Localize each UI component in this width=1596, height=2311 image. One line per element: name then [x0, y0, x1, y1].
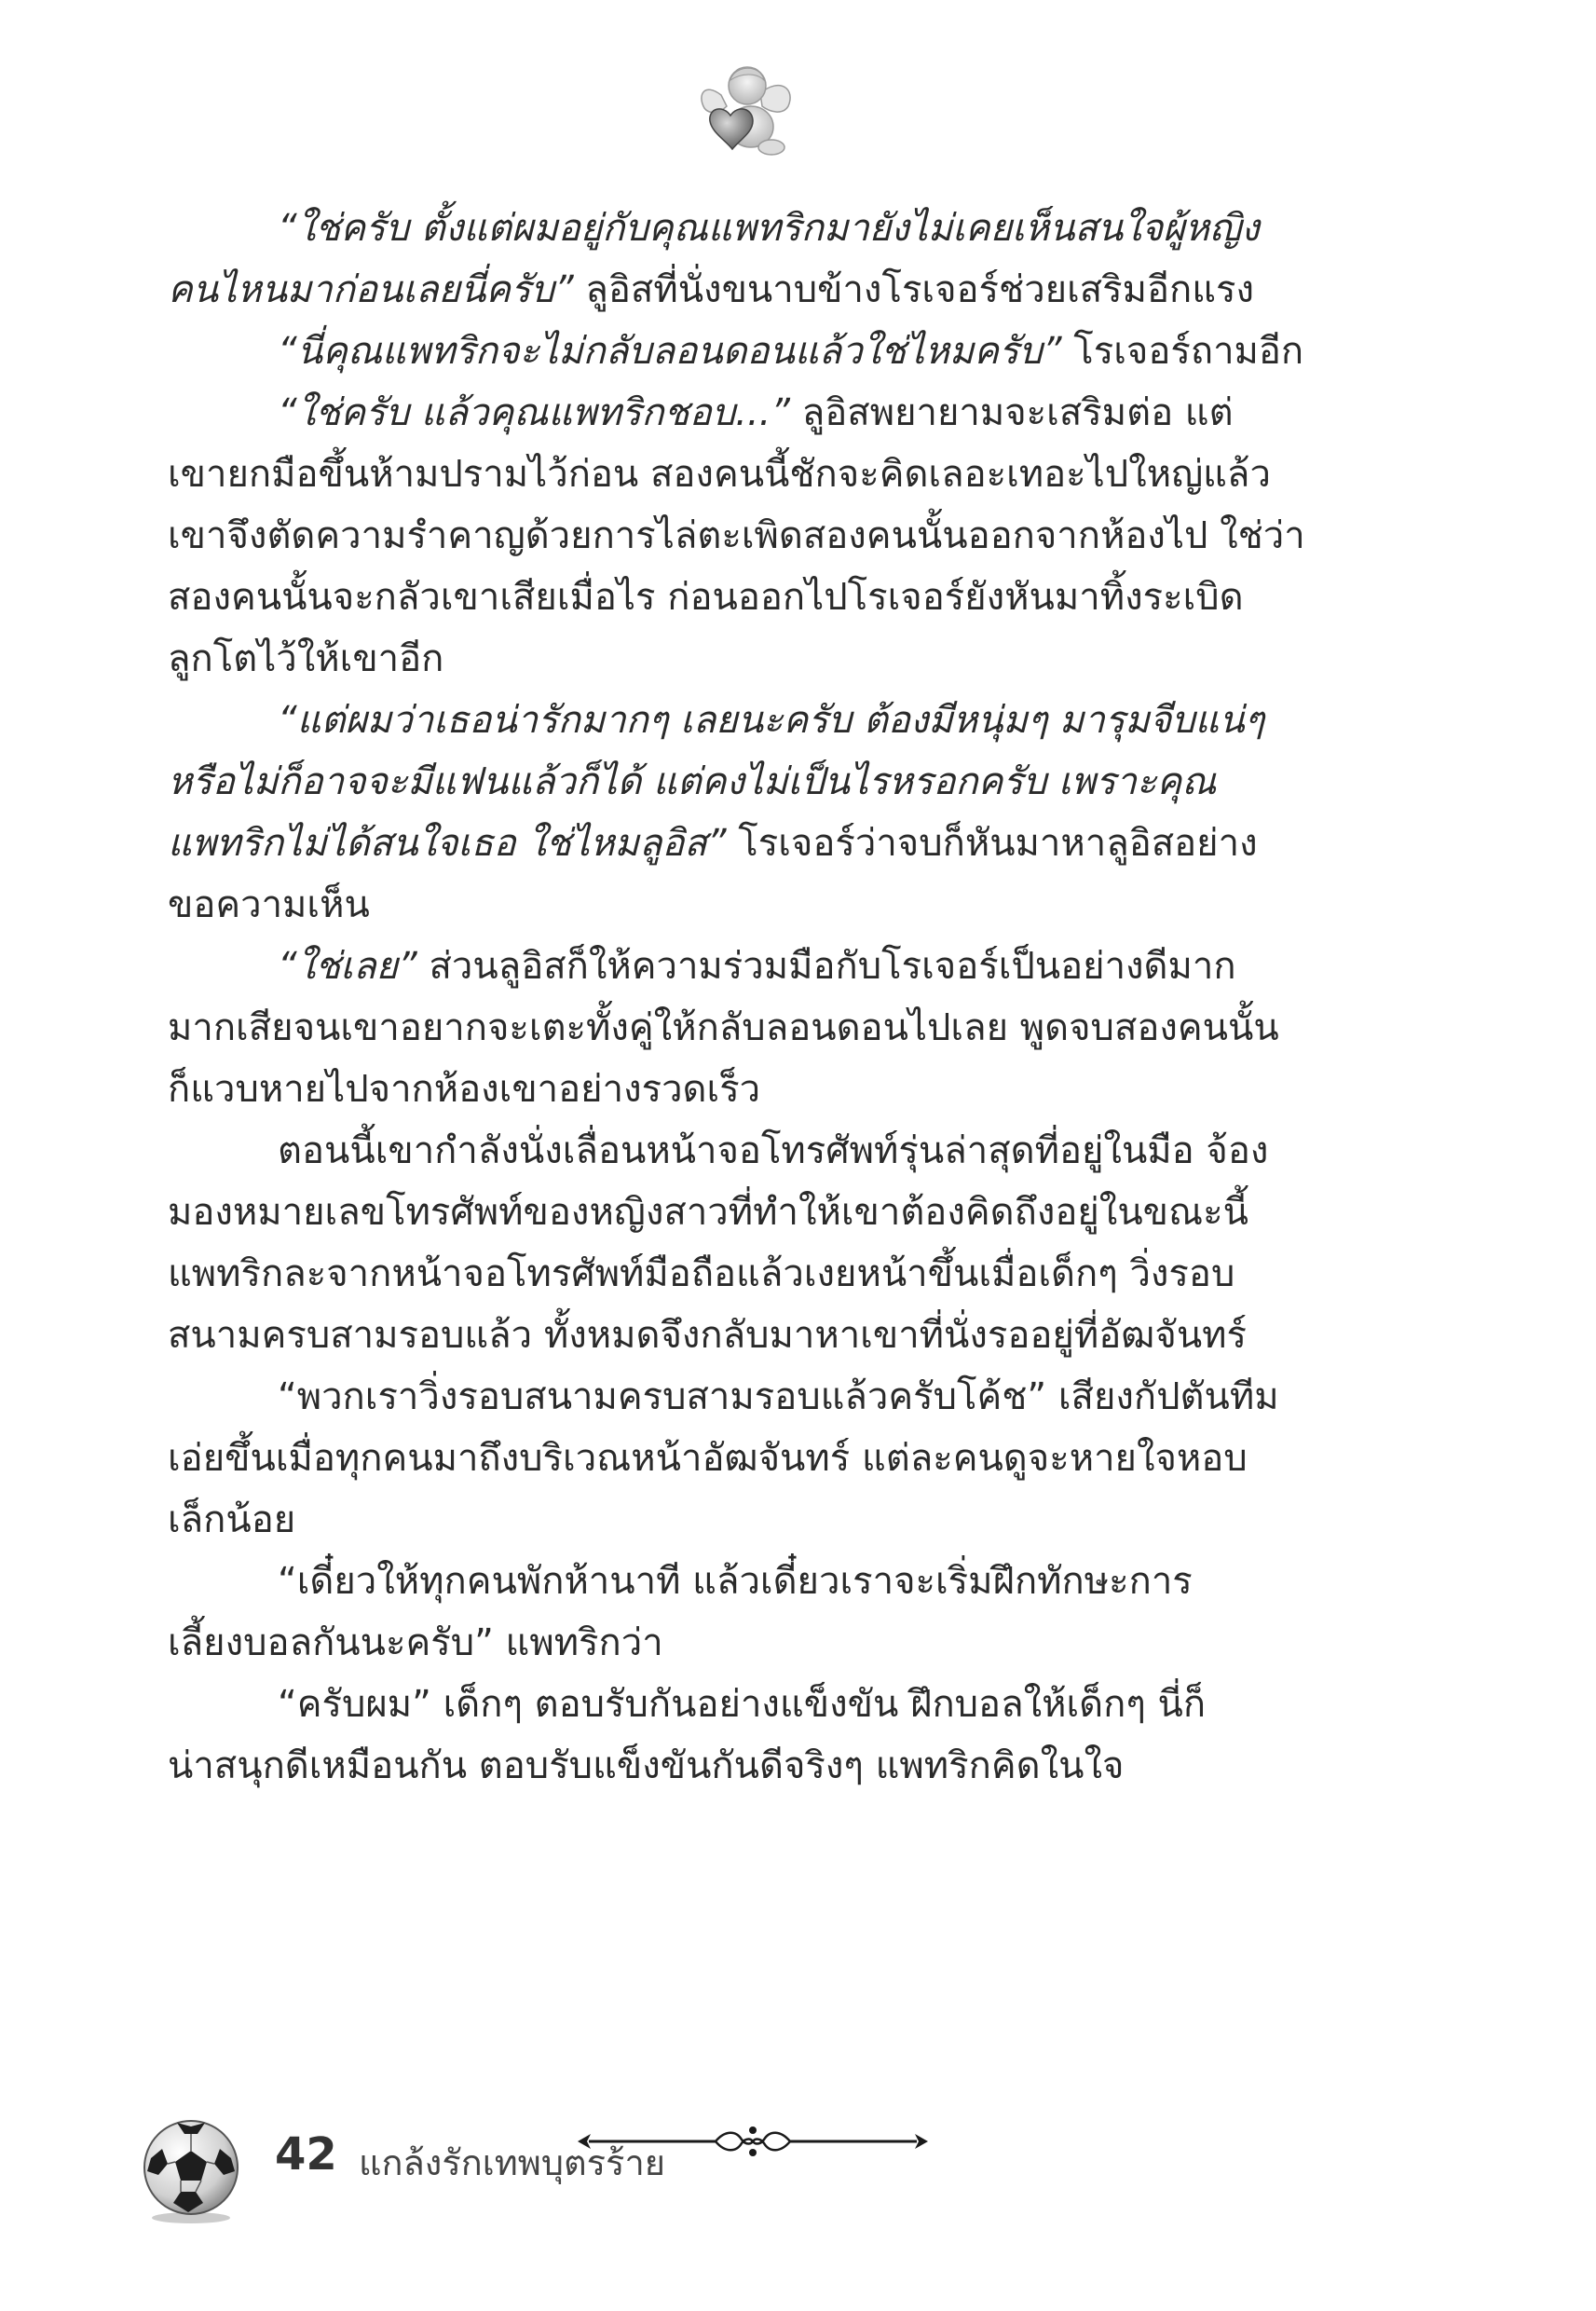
paragraph: [168, 1551, 1321, 1674]
text-line: [168, 321, 1321, 382]
cupid-with-heart-icon: [695, 58, 799, 162]
text-line: [168, 1182, 1321, 1243]
narration-text: เขาจึงตัดความรำคาญด้วยการไล่ตะเพิดสองคนนั้นออกจากห้องไป ใช่ว่า: [168, 514, 1305, 557]
narration-text: ลูกโตไว้ให้เขาอีก: [168, 637, 444, 680]
paragraph: [168, 198, 1321, 321]
dialogue-text: “นี่คุณแพทริกจะไม่กลับลอนดอนแล้วใช่ไหมครับ”: [278, 330, 1062, 373]
dialogue-text: คนไหนมาก่อนเลยนี่ครับ”: [168, 268, 574, 311]
dialogue-text: แพทริกไม่ได้สนใจเธอ ใช่ไหมลูอิส”: [168, 822, 727, 865]
text-line: [168, 1735, 1321, 1797]
narration-text: สนามครบสามรอบแล้ว ทั้งหมดจึงกลับมาหาเขาที่นั่งรออยู่ที่อัฒจันทร์: [168, 1314, 1248, 1357]
paragraph: [168, 690, 1321, 936]
narration-text: ลูอิสที่นั่งขนาบข้างโรเจอร์ช่วยเสริมอีกแรง: [573, 268, 1255, 311]
paragraph: [168, 321, 1321, 382]
narration-text: “พวกเราวิ่งรอบสนามครบสามรอบแล้วครับโค้ช” เสียงกัปตันทีม: [278, 1375, 1279, 1418]
text-line: [168, 1243, 1321, 1305]
text-line: [168, 259, 1321, 321]
text-line: [168, 505, 1321, 567]
dialogue-text: “ใช่ครับ แล้วคุณแพทริกชอบ...”: [278, 391, 791, 434]
narration-text: ลูอิสพยายามจะเสริมต่อ แต่: [790, 391, 1234, 434]
text-line: [168, 874, 1321, 936]
paragraph: [168, 936, 1321, 1120]
narration-text: “ครับผม” เด็กๆ ตอบรับกันอย่างแข็งขัน ฝึกบอลให้เด็กๆ นี่ก็: [278, 1683, 1207, 1726]
paragraph: [168, 1120, 1321, 1366]
text-line: [168, 1366, 1321, 1428]
narration-text: โรเจอร์ว่าจบก็หันมาหาลูอิสอย่าง: [726, 822, 1258, 865]
text-line: [168, 1120, 1321, 1182]
dialogue-text: “แต่ผมว่าเธอน่ารักมากๆ เลยนะครับ ต้องมีหนุ่มๆ มารุมจีบแน่ๆ: [278, 699, 1265, 742]
text-line: [168, 628, 1321, 690]
narration-text: มากเสียจนเขาอยากจะเตะทั้งคู่ให้กลับลอนดอนไปเลย พูดจบสองคนนั้น: [168, 1006, 1279, 1049]
narration-text: เอ่ยขึ้นเมื่อทุกคนมาถึงบริเวณหน้าอัฒจันทร์ แต่ละคนดูจะหายใจหอบ: [168, 1437, 1248, 1480]
narration-text: ตอนนี้เขากำลังนั่งเลื่อนหน้าจอโทรศัพท์รุ่นล่าสุดที่อยู่ในมือ จ้อง: [278, 1129, 1269, 1172]
narration-text: ขอความเห็น: [168, 883, 370, 926]
narration-text: “เดี๋ยวให้ทุกคนพักห้านาที แล้วเดี๋ยวเราจะเริ่มฝึกทักษะการ: [278, 1560, 1193, 1603]
dialogue-text: “ใช่ครับ ตั้งแต่ผมอยู่กับคุณแพทริกมายังไม่เคยเห็นสนใจผู้หญิง: [278, 207, 1260, 250]
text-line: [168, 1612, 1321, 1674]
text-line: [168, 1674, 1321, 1735]
text-line: [168, 813, 1321, 874]
story-body: [168, 198, 1321, 1797]
narration-text: มองหมายเลขโทรศัพท์ของหญิงสาวที่ทำให้เขาต้องคิดถึงอยู่ในขณะนี้: [168, 1191, 1248, 1234]
narration-text: โรเจอร์ถามอีก: [1061, 330, 1304, 373]
text-line: [168, 382, 1321, 444]
paragraph: [168, 382, 1321, 690]
text-line: [168, 1428, 1321, 1489]
dialogue-text: หรือไม่ก็อาจจะมีแฟนแล้วก็ได้ แต่คงไม่เป็นไรหรอกครับ เพราะคุณ: [168, 760, 1217, 803]
narration-text: เล็กน้อย: [168, 1498, 296, 1541]
text-line: [168, 567, 1321, 628]
narration-text: สองคนนั้นจะกลัวเขาเสียเมื่อไร ก่อนออกไปโรเจอร์ยังหันมาทิ้งระเบิด: [168, 576, 1244, 619]
narration-text: แพทริกละจากหน้าจอโทรศัพท์มือถือแล้วเงยหน้าขึ้นเมื่อเด็กๆ วิ่งรอบ: [168, 1252, 1235, 1295]
soccer-ball-icon: [140, 2113, 242, 2225]
text-line: [168, 936, 1321, 997]
text-line: [168, 1551, 1321, 1612]
text-line: [168, 198, 1321, 259]
dialogue-text: “ใช่เลย”: [278, 945, 417, 988]
text-line: [168, 997, 1321, 1059]
book-title: แกล้งรักเทพบุตรร้าย: [359, 2142, 666, 2183]
narration-text: น่าสนุกดีเหมือนกัน ตอบรับแข็งขันกันดีจริงๆ แพทริกคิดในใจ: [168, 1744, 1125, 1787]
narration-text: เลี้ยงบอลกันนะครับ” แพทริกว่า: [168, 1621, 663, 1664]
text-line: [168, 1305, 1321, 1366]
text-line: [168, 751, 1321, 813]
narration-text: ก็แวบหายไปจากห้องเขาอย่างรวดเร็ว: [168, 1068, 761, 1111]
page-number: 42: [275, 2128, 337, 2181]
paragraph: [168, 1366, 1321, 1551]
narration-text: ส่วนลูอิสก็ให้ความร่วมมือกับโรเจอร์เป็นอย่างดีมาก: [416, 945, 1236, 988]
text-line: [168, 1489, 1321, 1551]
text-line: [168, 1059, 1321, 1120]
text-line: [168, 444, 1321, 505]
paragraph: [168, 1674, 1321, 1797]
narration-text: เขายกมือขึ้นห้ามปรามไว้ก่อน สองคนนี้ชักจะคิดเลอะเทอะไปใหญ่แล้ว: [168, 453, 1271, 496]
text-line: [168, 690, 1321, 751]
